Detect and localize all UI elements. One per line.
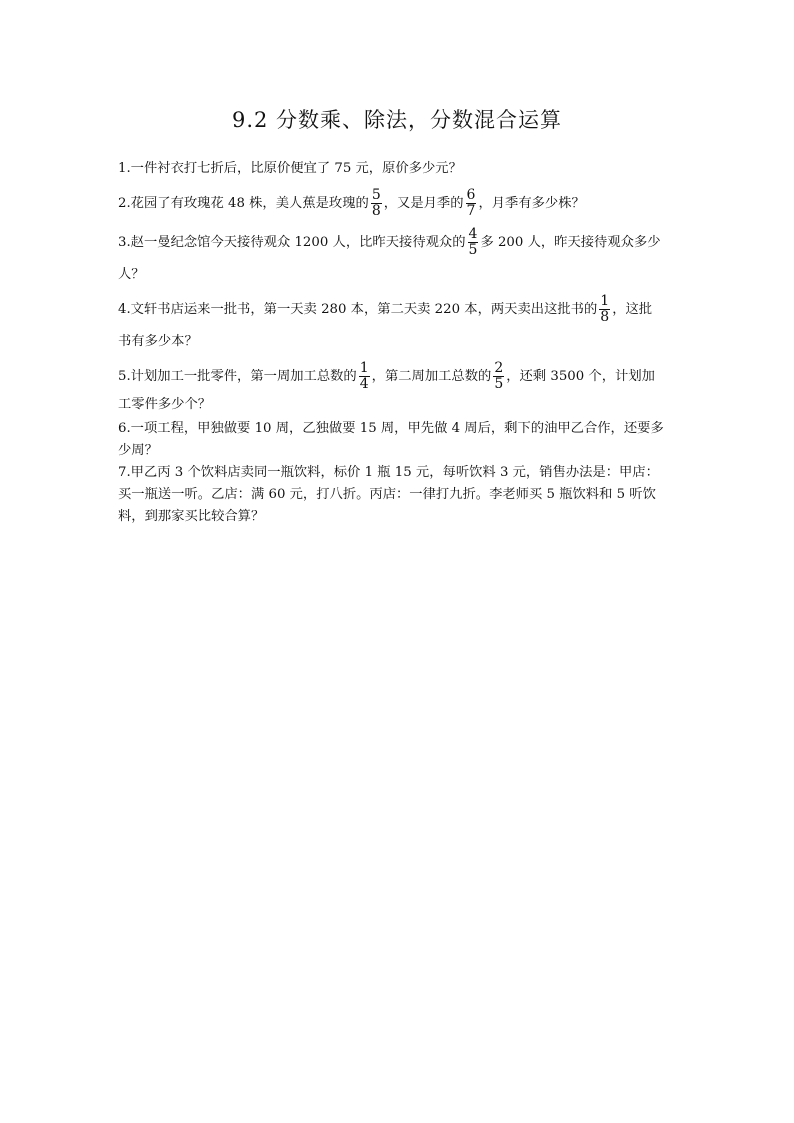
question-7-text-c: 料，到那家买比较合算？ [118,509,265,524]
question-7-line-2 [118,484,678,506]
question-6 [118,418,678,440]
fraction-4-5 [468,227,479,258]
denominator: 8 [600,309,610,325]
question-5-text-d: 工零件多少个？ [118,397,212,412]
question-4-text-a: 4.文轩书店运来一批书，第一天卖 280 本，第二天卖 220 本，两天卖出这批书的 [118,302,598,317]
fraction-2-5 [493,361,504,392]
question-list [118,158,678,528]
numerator: 1 [359,360,369,376]
question-3-text-b: 多 200 人，昨天接待观众多少 [480,235,661,250]
fraction-1-8 [599,294,610,325]
page-title: 9.2 分数乘、除法，分数混合运算 [231,108,563,132]
question-5-text-c: ，还剩 3500 个，计划加 [506,369,655,384]
denominator: 8 [371,203,381,219]
question-7 [118,462,678,484]
question-1-text: 1.一件衬衣打七折后，比原价便宜了 75 元，原价多少元？ [118,161,462,176]
question-5-text-b: ，第二周加工总数的 [371,369,492,384]
numerator: 5 [371,187,381,203]
numerator: 2 [494,360,504,376]
question-3-continued [118,264,678,286]
fraction-6-7 [466,188,477,219]
question-5 [118,361,678,392]
fraction-1-4 [359,361,370,392]
question-4-text-b: ，这批 [612,302,653,317]
question-3-text-a: 3.赵一曼纪念馆今天接待观众 1200 人，比昨天接待观众的 [118,235,466,250]
question-6-continued [118,440,678,462]
question-4 [118,294,678,325]
denominator: 5 [468,242,478,258]
numerator: 4 [468,226,478,242]
question-2-text-c: ，月季有多少株？ [478,196,585,211]
question-4-continued [118,331,678,353]
question-6-text-a: 6.一项工程，甲独做要 10 周，乙独做要 15 周，甲先做 4 周后，剩下的油甲乙合作，还要多 [118,421,664,436]
question-1 [118,158,678,180]
question-2 [118,188,678,219]
question-7-line-3 [118,506,678,528]
denominator: 5 [494,376,504,392]
question-3-text-c: 人？ [118,267,145,282]
question-3 [118,227,678,258]
question-5-continued [118,394,678,416]
numerator: 1 [600,293,610,309]
question-7-text-b: 买一瓶送一听。乙店：满 60 元，打八折。丙店：一律打九折。李老师买 5 瓶饮料和 5 听饮 [118,487,656,502]
question-6-text-b: 少周？ [118,443,158,458]
question-7-text-a: 7.甲乙丙 3 个饮料店卖同一瓶饮料，标价 1 瓶 15 元，每听饮料 3 元，销售办法是：甲店： [118,465,659,480]
question-4-text-c: 书有多少本？ [118,334,198,349]
denominator: 7 [466,203,476,219]
question-2-text-b: ，又是月季的 [383,196,464,211]
question-5-text-a: 5.计划加工一批零件，第一周加工总数的 [118,369,357,384]
question-2-text-a: 2.花园了有玫瑰花 48 株，美人蕉是玫瑰的 [118,196,369,211]
fraction-5-8 [371,188,382,219]
denominator: 4 [359,376,369,392]
numerator: 6 [466,187,476,203]
